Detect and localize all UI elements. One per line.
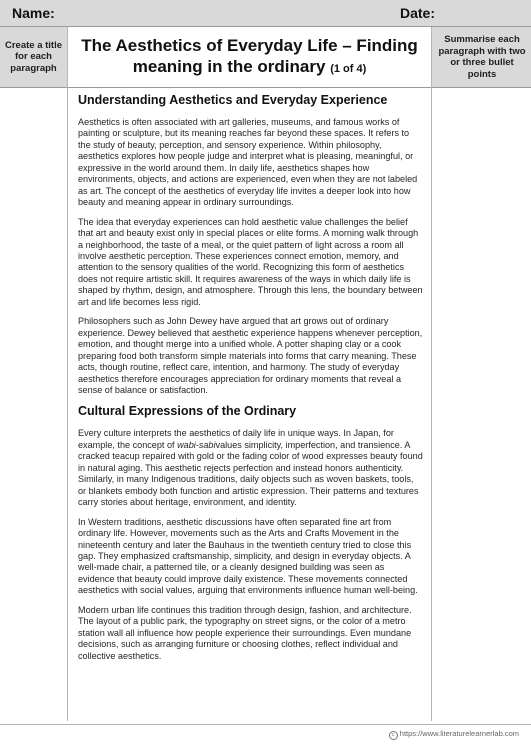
section-heading: Understanding Aesthetics and Everyday Experience [78, 93, 388, 107]
worksheet-table [0, 27, 531, 721]
worksheet-title [80, 35, 420, 80]
paragraph: Philosophers such as John Dewey have argued that art grows out of ordinary experience. Dewey believed that aesthetic experience happens whenever perception, emotion, and thought merge into a unified whole. A potter shaping clay or a cook preparing food both transform simple materials into forms that carry meaning. These acts, though routine, reflect care, intention, and harmony. The study of everyday aesthetics therefore encourages appreciation for ordinary moments that reveal a sense of balance or satisfaction. [78, 316, 423, 395]
copyright-icon: c [389, 731, 398, 740]
name-label: Name: [12, 5, 55, 21]
italic-term: wabi-sabi [177, 439, 216, 450]
section-heading: Cultural Expressions of the Ordinary [78, 404, 297, 419]
summary-column-instruction: Summarise each paragraph with two or three bullet points [438, 34, 526, 80]
footer-link[interactable] [389, 729, 519, 740]
title-column-header [0, 27, 67, 88]
worksheet-title-cell [68, 27, 431, 88]
worksheet-title-text: The Aesthetics of Everyday Life – Finding meaning in the ordinary [81, 35, 418, 76]
title-column-instruction: Create a title for each paragraph [4, 39, 63, 74]
page-footer [0, 724, 531, 750]
worksheet-part-label: (1 of 4) [330, 62, 367, 75]
paragraph: Aesthetics is often associated with art galleries, museums, and famous works of painting or sculpture, but its meaning reaches far beyond these spaces. It refers to the study of beauty, perception, and sensory experience. Within philosophy, aesthetics explores how people judge and interpret what is pleasing, meaningful, or expressive in the world around them. In daily life, aesthetics shapes how environments, objects, and actions are experienced, even when they are not labeled as art. The concept of the aesthetics of everyday life invites a deeper look into how beauty and meaning appear in ordinary surroundings. [78, 117, 418, 208]
paragraph: The idea that everyday experiences can hold aesthetic value challenges the belief that art and beauty exist only in special places or elite forms. A morning walk through a neighborhood, the taste of a meal, or the quiet pattern of light across a room all involve aesthetic perception. These experiences connect emotion, memory, and attention to the sensory qualities of the world. Recognizing this form of aesthetics does not require artistic skill. It requires awareness of the ways in which daily life is shaped by rhythm, design, and atmosphere. Through this lens, the boundary between art and life becomes less rigid. [78, 216, 423, 307]
paragraph-text: Every culture interprets the aesthetics of daily life in unique ways. In Japan, for example, the concept of [78, 428, 394, 450]
summary-column [431, 27, 531, 721]
paragraph [78, 428, 423, 508]
name-date-bar [0, 0, 531, 27]
date-label: Date: [400, 5, 436, 21]
summary-column-header [432, 27, 531, 88]
reading-passage [78, 93, 423, 670]
paragraph-text: values simplicity, imperfection, and transience. A cracked teacup repaired with gold or the fading color of wood expresses beauty found in natural aging. This aesthetic rejects perfection and instead honors authenticity. Similarly, in many Indigenous traditions, daily objects such as woven baskets, tools, or blankets embody both function and artistic expression. Their patterns and textures carry stories about heritage, environment, and identity. [78, 439, 423, 508]
footer-url: https://www.literaturelearnerlab.com [399, 729, 519, 738]
paragraph: Modern urban life continues this tradition through design, fashion, and architecture. The layout of a public park, the typography on street signs, or the color of a metro station wall all influence how people experience their surroundings. Even mundane decisions, such as arranging furniture or choosing clothes, reflect individual and collective aesthetics. [78, 604, 412, 661]
paragraph: In Western traditions, aesthetic discussions have often separated fine art from ordinary life. However, movements such as the Arts and Crafts Movement in the nineteenth century and later the Bauhaus in the twentieth century tried to close this gap. They emphasized craftsmanship, simplicity, and design in everyday objects. A well-made chair, a patterned tile, or a cleanly designed building was seen as evidence that beauty could improve daily existence. These movements connected aesthetics with social values, arguing that environments influence human well-being. [78, 516, 418, 596]
footer-divider [0, 724, 531, 725]
title-column [0, 27, 68, 721]
